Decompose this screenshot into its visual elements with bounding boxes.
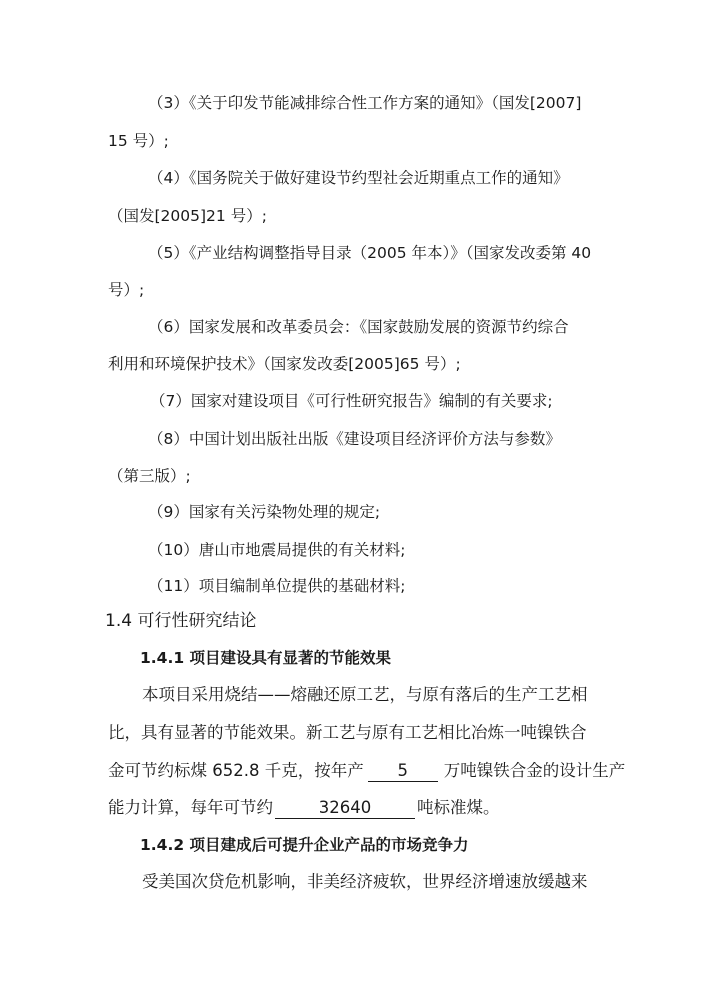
line-4-text: 能力计算，每年可节约: [108, 798, 273, 817]
reference-5-line-1: （5）《产业结构调整指导目录（2005 年本）》（国家发改委第 40: [148, 244, 592, 262]
reference-3-line-2: 15 号）;: [108, 132, 169, 150]
reference-8-line-1: （8）中国计划出版社出版《建设项目经济评价方法与参数》: [148, 430, 561, 448]
reference-11-line-1: （11）项目编制单位提供的基础材料;: [148, 577, 406, 595]
subsection-2-heading: 1.4.2 项目建成后可提升企业产品的市场竞争力: [140, 836, 469, 854]
reference-6-line-1: （6）国家发展和改革委员会：《国家鼓励发展的资源节约综合: [148, 318, 569, 336]
subsection-1-paragraph-line-4: [108, 796, 500, 820]
reference-5-line-2: 号）;: [108, 281, 145, 299]
reference-9-line-1: （9）国家有关污染物处理的规定;: [148, 503, 381, 521]
section-heading: 1.4 可行性研究结论: [105, 611, 257, 631]
subsection-1-heading: 1.4.1 项目建设具有显著的节能效果: [140, 649, 392, 667]
subsection-1-paragraph-line-2: 比，具有显著的节能效果。新工艺与原有工艺相比冶炼一吨镍铁合: [108, 723, 587, 742]
reference-8-line-2: （第三版）;: [108, 467, 191, 485]
subsection-2-paragraph-line-1: 受美国次贷危机影响，非美经济疲软，世界经济增速放缓越来: [142, 872, 588, 891]
coal-saving-blank: 32640: [275, 798, 415, 819]
subsection-1-paragraph-line-3: [108, 759, 625, 783]
line-3-text: 金可节约标煤 652.8 千克，按年产: [108, 761, 364, 780]
line-4-tail: 吨标准煤。: [417, 798, 500, 817]
reference-6-line-2: 利用和环境保护技术》（国家发改委[2005]65 号）;: [108, 355, 461, 373]
annual-output-blank: 5: [368, 761, 438, 782]
subsection-1-paragraph-line-1: 本项目采用烧结——熔融还原工艺，与原有落后的生产工艺相: [142, 685, 588, 704]
reference-10-line-1: （10）唐山市地震局提供的有关材料;: [148, 541, 406, 559]
line-3-tail: 万吨镍铁合金的设计生产: [443, 761, 626, 780]
reference-3-line-1: （3）《关于印发节能减排综合性工作方案的通知》（国发[2007]: [148, 94, 582, 112]
reference-7-line-1: （7）国家对建设项目《可行性研究报告》编制的有关要求;: [150, 392, 553, 410]
reference-4-line-1: （4）《国务院关于做好建设节约型社会近期重点工作的通知》: [148, 169, 569, 187]
reference-4-line-2: （国发[2005]21 号）;: [108, 207, 267, 225]
